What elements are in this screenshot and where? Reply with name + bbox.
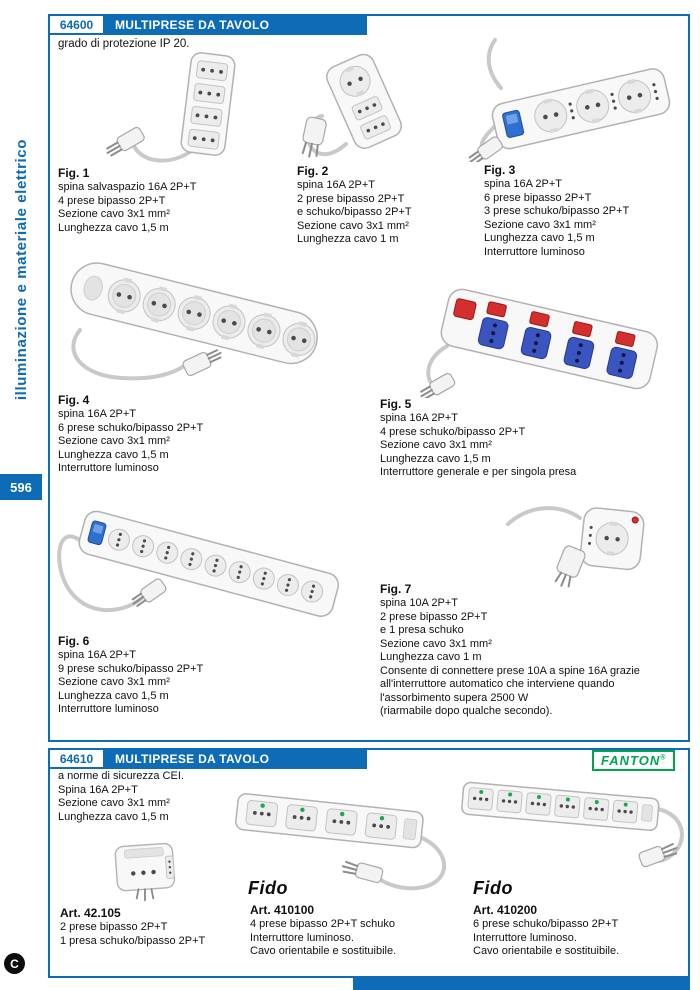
product-block-42105 [60, 906, 205, 948]
text-line: spina 16A 2P+T [484, 178, 562, 190]
text-line: Lunghezza cavo 1,5 m [380, 452, 491, 465]
figure-description [58, 181, 197, 235]
figure-block-3 [484, 163, 629, 259]
fig7-product-photo [500, 490, 675, 590]
text-line: spina 16A 2P+T [380, 412, 458, 424]
figure-label: Fig. 5 [380, 397, 412, 411]
text-line: 3 prese schuko/bipasso 2P+T [484, 205, 630, 217]
fido-logo-2: Fido [473, 878, 513, 898]
text-line: 6 prese schuko/bipasso 2P+T [473, 918, 619, 930]
fig4-product-photo [52, 244, 342, 394]
text-line: Sezione cavo 3x1 mm² [297, 219, 409, 232]
text-line: Interruttore luminoso [58, 703, 159, 715]
text-line: Lunghezza cavo 1,5 m [58, 221, 169, 234]
text-line: spina 16A 2P+T [297, 179, 375, 191]
figure-block-6 [58, 634, 203, 717]
product-block-410100 [250, 903, 396, 959]
text-line: (riarmabile dopo qualche secondo). [380, 705, 553, 717]
figure-description [58, 408, 203, 476]
text-line: 6 prese bipasso 2P+T [484, 191, 592, 204]
figure-block-4 [58, 393, 203, 476]
text-line: Lunghezza cavo 1 m [297, 233, 399, 245]
figure-block-5 [380, 397, 576, 480]
text-line: Lunghezza cavo 1 m [380, 651, 482, 663]
text-line: Sezione cavo 3x1 mm² [484, 218, 596, 231]
text-line: Spina 16A 2P+T [58, 783, 138, 796]
fig1-product-photo [90, 48, 270, 166]
text-line: 9 prese schuko/bipasso 2P+T [58, 662, 204, 675]
text-line: Sezione cavo 3x1 mm² [58, 435, 170, 447]
text-line: Sezione cavo 3x1 mm² [380, 439, 492, 451]
text-line: Lunghezza cavo 1,5 m [58, 448, 169, 461]
fig2-product-photo [288, 44, 433, 164]
figure-block-2 [297, 164, 412, 247]
fig5-product-photo [415, 276, 685, 398]
text-line: spina 16A 2P+T [58, 649, 136, 661]
publisher-logo-icon: C [4, 953, 25, 974]
figure-label: Fig. 1 [58, 166, 90, 180]
section1-code: 64600 [48, 14, 105, 35]
text-line: Sezione cavo 3x1 mm² [58, 676, 170, 688]
footer-bar [353, 978, 690, 990]
figure-description [297, 179, 412, 247]
section2-title-bar: MULTIPRESE DA TAVOLO [105, 748, 367, 769]
figure-block-1 [58, 166, 197, 235]
section1-intro: grado di protezione IP 20. [58, 38, 190, 50]
section2-intro [58, 770, 184, 824]
fig6-product-photo [52, 490, 352, 636]
text-line: Lunghezza cavo 1,5 m [58, 689, 169, 702]
product-description [250, 918, 396, 959]
figure-description [58, 649, 203, 717]
product-label: Art. 410100 [250, 903, 315, 917]
sidebar [2, 70, 40, 470]
product-label: Art. 42.105 [60, 906, 121, 920]
figure-label: Fig. 6 [58, 634, 90, 648]
text-line: e schuko/bipasso 2P+T [297, 206, 412, 218]
text-line: Cavo orientabile e sostituibile. [250, 945, 397, 957]
figure-label: Fig. 7 [380, 582, 412, 596]
text-line: 2 prese bipasso 2P+T [60, 921, 168, 933]
text-line: Sezione cavo 3x1 mm² [380, 637, 492, 650]
text-line: Lunghezza cavo 1,5 m [58, 810, 169, 823]
figure-label: Fig. 2 [297, 164, 329, 178]
text-line: Sezione cavo 3x1 mm² [58, 797, 170, 809]
text-line: spina 10A 2P+T [380, 597, 458, 609]
text-line: 2 prese bipasso 2P+T [297, 192, 405, 205]
text-line: 4 prese bipasso 2P+T [58, 194, 166, 207]
text-line: Interruttore luminoso [58, 462, 159, 474]
section2-intro-lines [58, 770, 184, 824]
section1-title-bar: MULTIPRESE DA TAVOLO [105, 14, 367, 35]
text-line: all'interruttore automatico che interviene quando [380, 678, 615, 690]
figure-label: Fig. 3 [484, 163, 516, 177]
text-line: 2 prese bipasso 2P+T [380, 610, 488, 623]
art410200-product-photo [452, 765, 690, 877]
product-label: Art. 410200 [473, 903, 538, 917]
text-line: Sezione cavo 3x1 mm² [58, 208, 170, 220]
text-line: Interruttore generale e per singola presa [380, 466, 577, 478]
figure-block-7 [380, 582, 640, 719]
fido-logo-1: Fido [248, 878, 288, 898]
text-line: Interruttore luminoso [484, 245, 585, 258]
text-line: Interruttore luminoso. [473, 931, 577, 944]
text-line: Cavo orientabile e sostituibile. [473, 945, 620, 957]
product-block-410200 [473, 903, 619, 959]
fig3-product-photo [465, 34, 687, 162]
text-line: spina salvaspazio 16A 2P+T [58, 181, 197, 193]
text-line: e 1 presa schuko [380, 624, 464, 636]
registered-mark: ® [660, 754, 667, 762]
figure-label: Fig. 4 [58, 393, 90, 407]
product-description [473, 918, 619, 959]
text-line: l'assorbimento supera 2500 W [380, 691, 529, 704]
text-line: Interruttore luminoso. [250, 931, 354, 944]
art42105-product-photo [80, 832, 210, 904]
fanton-logo [592, 750, 675, 771]
product-description [60, 921, 205, 948]
figure-description [380, 597, 640, 719]
text-line: Lunghezza cavo 1,5 m [484, 232, 595, 244]
sidebar-vertical-label: illuminazione e materiale elettrico [12, 139, 30, 401]
fanton-logo-text: FANTON [601, 753, 661, 768]
text-line: 1 presa schuko/bipasso 2P+T [60, 934, 206, 947]
text-line: spina 16A 2P+T [58, 408, 136, 420]
page-number-badge: 596 [0, 474, 42, 500]
text-line: 4 prese bipasso 2P+T schuko [250, 918, 396, 930]
text-line: 4 prese schuko/bipasso 2P+T [380, 425, 526, 438]
figure-description [380, 412, 576, 480]
section2-code: 64610 [48, 748, 105, 769]
text-line: Consente di connettere prese 10A a spine 16A grazie [380, 664, 640, 677]
text-line: a norme di sicurezza CEI. [58, 770, 184, 782]
text-line: 6 prese schuko/bipasso 2P+T [58, 421, 204, 434]
figure-description [484, 178, 629, 259]
